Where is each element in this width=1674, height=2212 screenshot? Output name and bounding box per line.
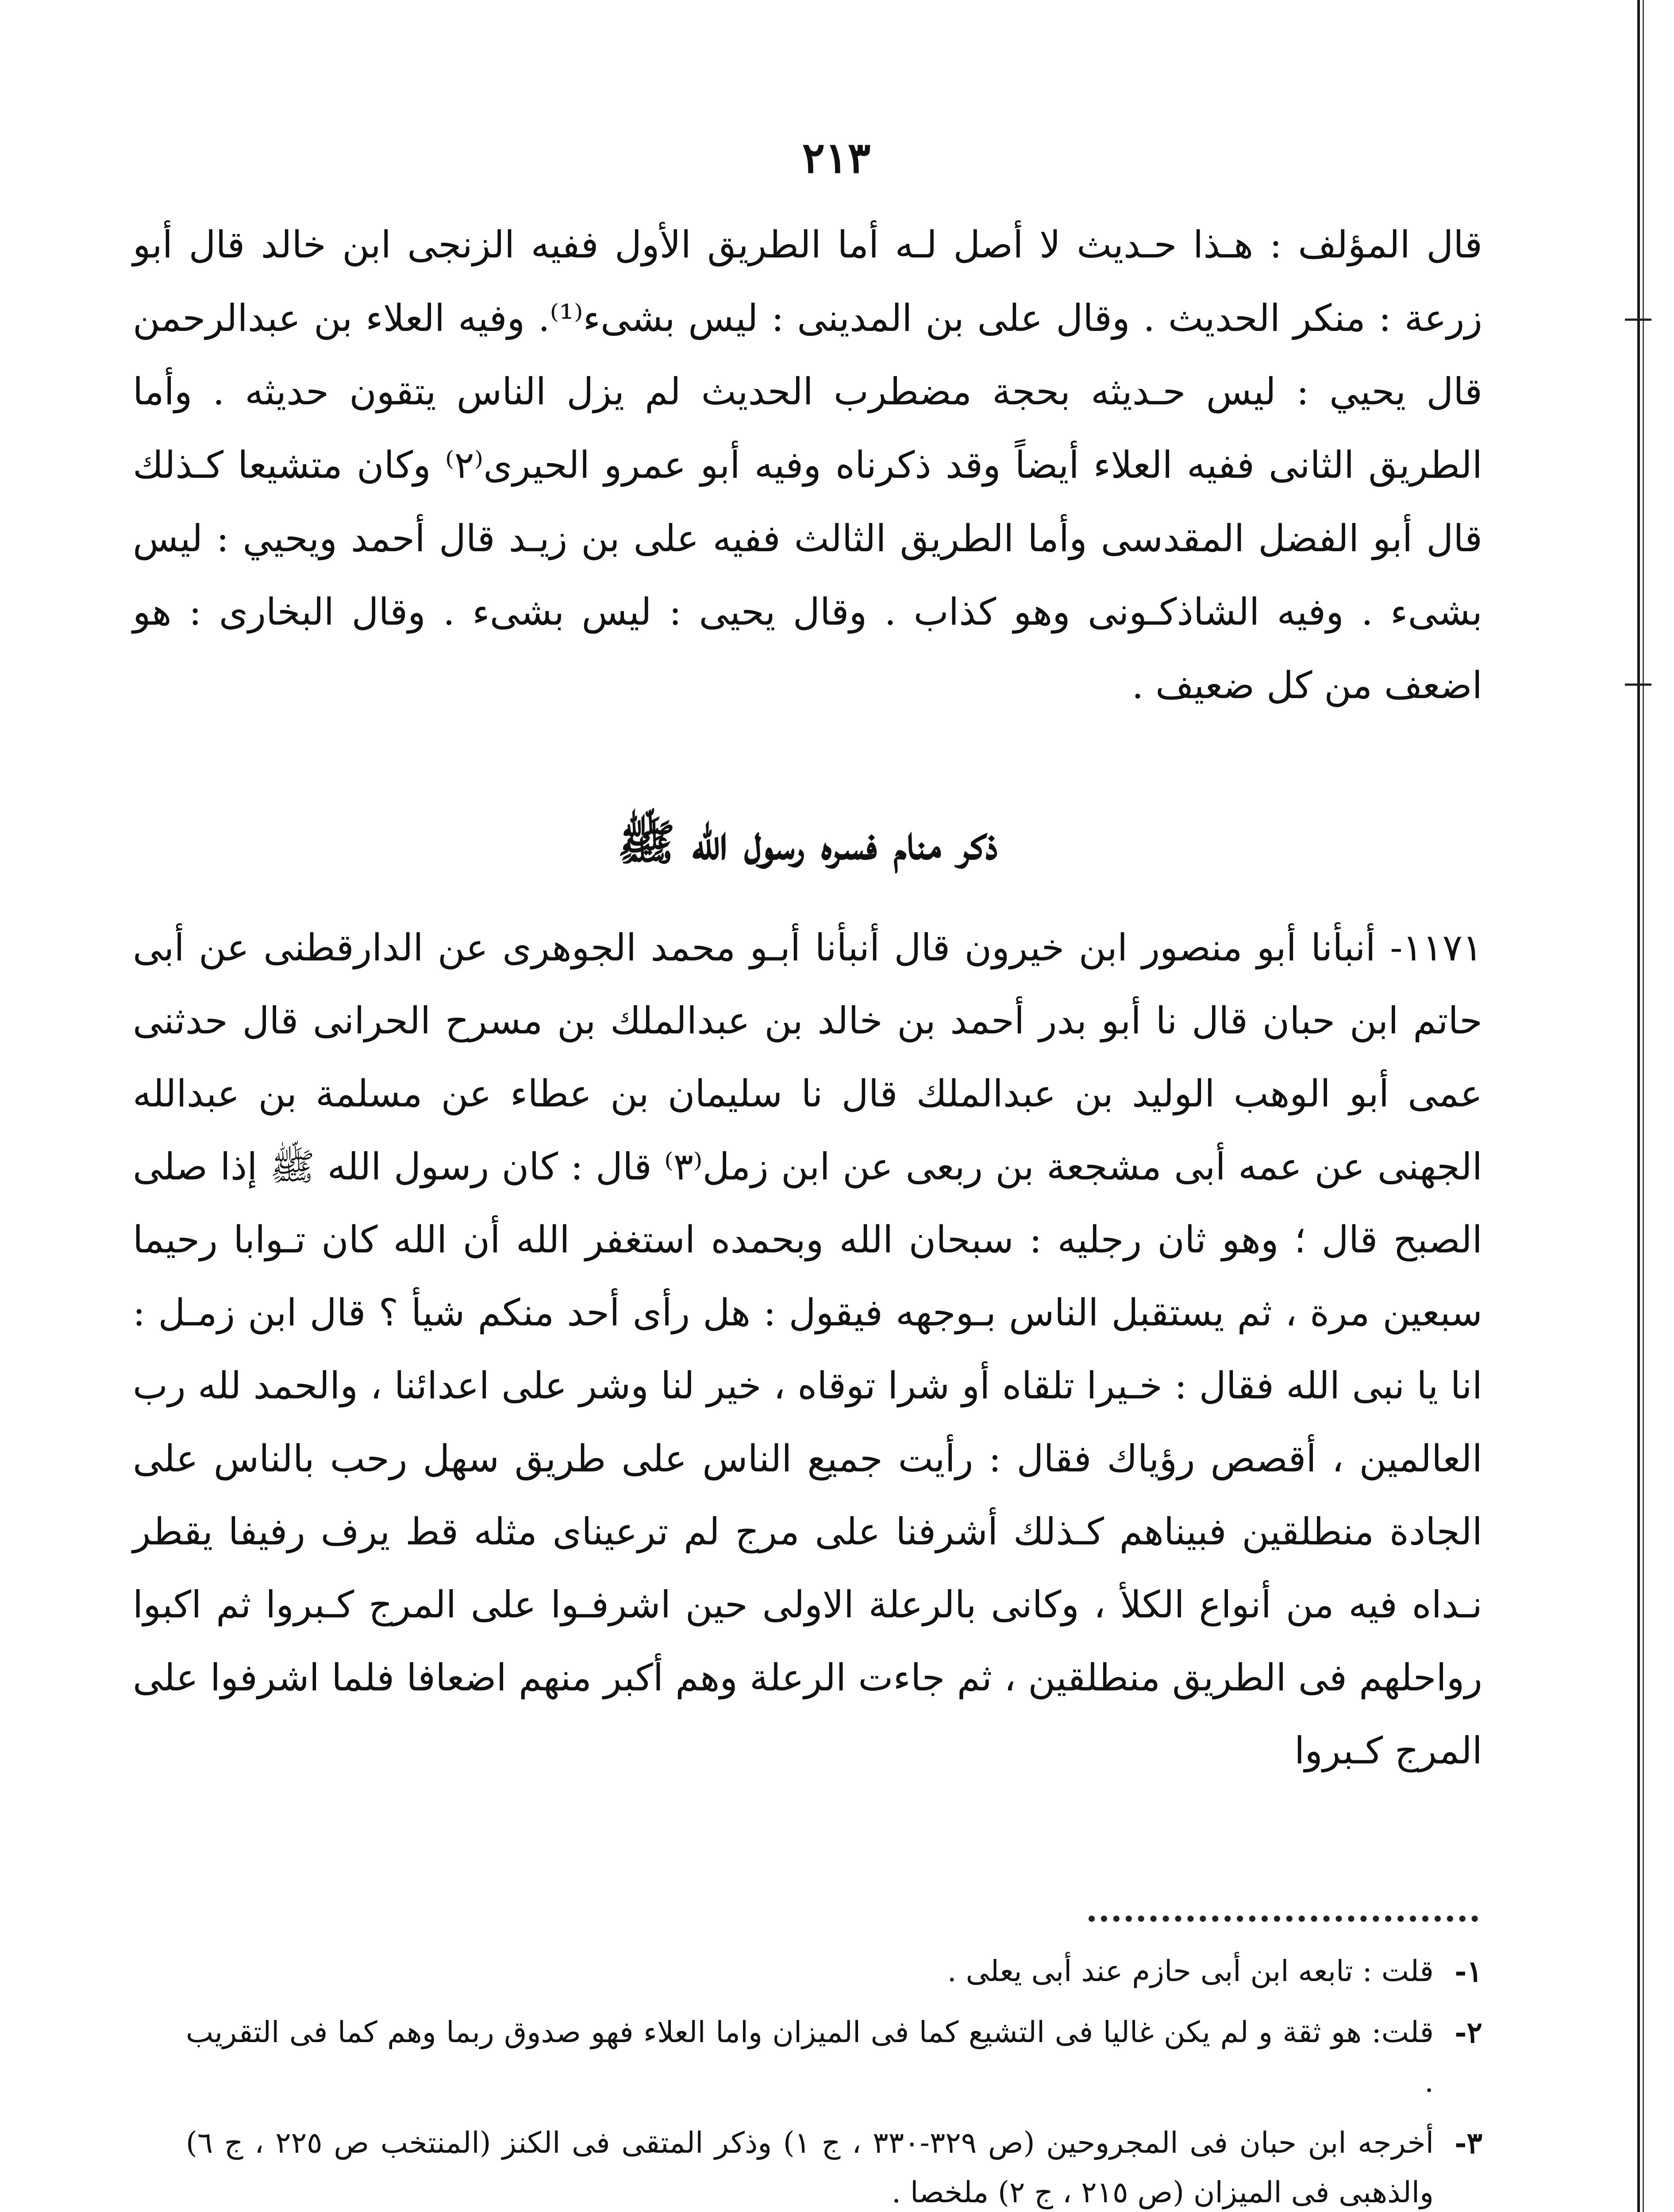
footnote-separator xyxy=(1089,1916,1478,1922)
footnote-text: أخرجه ابن حبان فى المجروحين (ص ٣٢٩-٣٣٠ ، ج ١) وذكر المتقى فى الكنز (المنتخب ص ٢٢٥ ، ج ٦) والذهبى فى الميزان (ص ٢١٥ ، ج ٢) ملخصا . xyxy=(186,2126,1434,2209)
footnote xyxy=(186,2008,1482,2107)
commentary-text: قال المؤلف : هـذا حـديث لا أصل لـه أما الطريق الأول ففيه الزنجى ابن خالد قال أبو زرعة : منكر الحديث . وقال على بن المدينى : ليس بشىء⁽¹⁾. وفيه العلاء بن عبدالرحمن قال يحيي : ليس حـديثه بحجة مضطرب الحديث لم يزل الناس يتقون حديثه . وأما الطريق الثانى ففيه العلاء أيضاً وقد ذكرناه وفيه أبو عمرو الحيرى⁽٢⁾ وكان متشيعا كـذلك قال أبو الفضل المقدسى وأما الطريق الثالث ففيه على بن زيـد قال أحمد ويحيي : ليس بشىء . وفيه الشاذكـونى وهو كذاب . وقال يحيى : ليس بشىء . وقال البخارى : هو اضعف من كل ضعيف . xyxy=(133,223,1483,707)
footnote-number: ١- xyxy=(1455,1954,1482,1989)
hadith-text: ١١٧١- أنبأنا أبو منصور ابن خيرون قال أنبأنا أبـو محمد الجوهرى عن الدارقطنى عن أبى حاتم ابن حبان قال نا أبو بدر أحمد بن خالد بن عبدالملك بن مسرح الحرانى قال حدثنى عمى أبو الوهب الوليد بن عبدالملك قال نا سليمان بن عطاء عن مسلمة بن عبدالله الجهنى عن عمه أبى مشجعة بن ربعى عن ابن زمل⁽٣⁾ قال : كان رسول الله ﷺ إذا صلى الصبح قال ؛ وهو ثان رجليه : سبحان الله وبحمده استغفر الله أن الله كان تـوابا رحيما سبعين مرة ، ثم يستقبل الناس بـوجهه فيقول : هل رأى أحد منكم شيأ ؟ قال ابن زمـل : انا يا نبى الله فقال : خـيرا تلقاه أو شرا توقاه ، خير لنا وشر على اعدائنا ، والحمد لله رب العالمين ، أقصص رؤياك فقال : رأيت جميع الناس على طريق سهل رحب بالناس على الجادة منطلقين فبيناهم كـذلك أشرفنا على مرج لم ترعيناى مثله قط يرف رفيفا يقطر نـداه فيه من أنواع الكلأ ، وكانى بالرعلة الاولى حين اشرفـوا على المرج كـبروا ثم اكبوا رواحلهم فى الطريق منطلقين ، ثم جاءت الرعلة وهم أكبر منهم اضعافا فلما اشرفوا على المرج كـبروا xyxy=(133,926,1483,1772)
scan-edge-tick xyxy=(1625,684,1651,686)
hadith-paragraph xyxy=(133,911,1482,1787)
footnote-text: قلت : تابعه ابن أبى حازم عند أبى يعلى . xyxy=(947,1954,1434,1988)
scan-edge-line xyxy=(1637,0,1640,2212)
page-number: ٢١٣ xyxy=(802,133,871,183)
footnote xyxy=(186,1947,1482,1996)
footnote-number: ٣- xyxy=(1455,2126,1482,2160)
scan-edge-tick xyxy=(1625,319,1651,321)
commentary-paragraph xyxy=(133,208,1482,722)
scan-edge-line xyxy=(1643,0,1644,2212)
section-heading: ذكر منام فسره رسول الله ﷺ xyxy=(617,815,998,871)
footnotes xyxy=(186,1947,1482,2212)
footnote xyxy=(186,2118,1482,2212)
footnote-number: ٢- xyxy=(1455,2015,1482,2050)
footnote-text: قلت: هو ثقة و لم يكن غاليا فى التشيع كما فى الميزان واما العلاء فهو صدوق ربما وهم كما فى التقريب . xyxy=(186,2015,1434,2099)
